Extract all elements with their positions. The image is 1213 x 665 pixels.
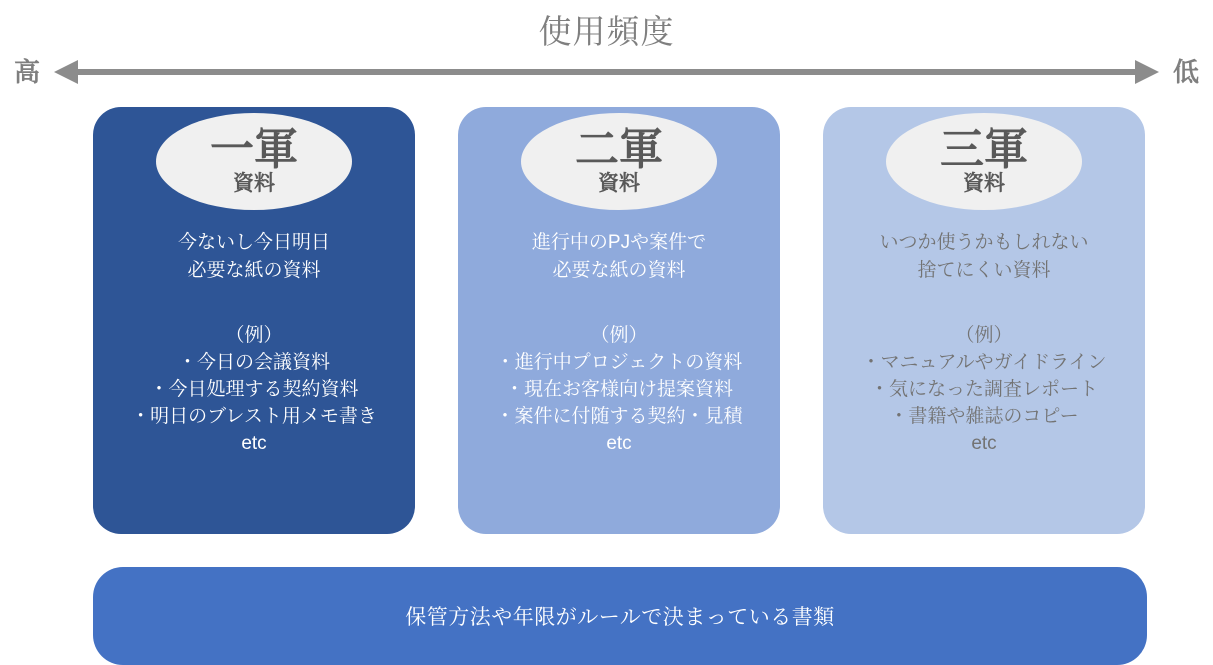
tier-2-rank-label: 二軍 xyxy=(575,124,663,174)
tier-cards-row xyxy=(0,107,1213,534)
axis-high-label: 高 xyxy=(14,57,41,87)
tier-2-description xyxy=(458,229,780,285)
tier-1-example-item: ・今日の会議資料 xyxy=(177,352,330,373)
tier-3-example-item: ・書籍や雑誌のコピー xyxy=(889,406,1079,427)
tier-2-example-header: （例） xyxy=(590,325,648,346)
tier-1-example-item: ・明日のブレスト用メモ書き xyxy=(131,406,377,427)
double-arrow xyxy=(54,60,1159,84)
rule-documents-bar xyxy=(93,567,1147,665)
tier-2-examples xyxy=(458,322,780,457)
tier-3-badge xyxy=(886,113,1082,210)
axis-low-label: 低 xyxy=(1172,57,1199,87)
tier-1-description xyxy=(93,229,415,285)
tier-3-examples xyxy=(823,322,1145,457)
tier-3-description xyxy=(823,229,1145,285)
card-tier-3 xyxy=(823,107,1145,534)
frequency-axis xyxy=(0,56,1213,88)
tier-1-badge-sub: 資料 xyxy=(233,171,275,195)
tier-1-examples xyxy=(93,322,415,457)
tier-2-description-line: 進行中のPJや案件で xyxy=(531,232,707,253)
rule-documents-bar-label: 保管方法や年限がルールで決まっている書類 xyxy=(405,606,835,629)
tier-3-etc-label: etc xyxy=(971,433,997,454)
card-tier-2 xyxy=(458,107,780,534)
tier-2-example-item: ・進行中プロジェクトの資料 xyxy=(495,352,743,373)
tier-1-description-line: 必要な紙の資料 xyxy=(187,260,321,281)
tier-3-example-header: （例） xyxy=(955,325,1013,346)
arrow-shaft xyxy=(78,69,1135,75)
tier-1-example-item: ・今日処理する契約資料 xyxy=(149,379,359,400)
tier-2-example-item: ・現在お客様向け提案資料 xyxy=(504,379,733,400)
tier-1-rank-label: 一軍 xyxy=(210,124,298,174)
tier-3-example-item: ・気になった調査レポート xyxy=(869,379,1098,400)
tier-2-description-line: 必要な紙の資料 xyxy=(552,260,686,281)
tier-3-description-line: いつか使うかもしれない xyxy=(879,232,1089,253)
diagram-title: 使用頻度 xyxy=(538,13,675,50)
tier-3-badge-sub: 資料 xyxy=(963,171,1005,195)
tier-2-example-item: ・案件に付随する契約・見積 xyxy=(495,406,743,427)
tier-1-example-header: （例） xyxy=(225,325,283,346)
tier-3-example-item: ・マニュアルやガイドライン xyxy=(861,352,1107,373)
tier-1-badge xyxy=(156,113,352,210)
card-tier-1 xyxy=(93,107,415,534)
tier-3-description-line: 捨てにくい資料 xyxy=(917,260,1051,281)
tier-2-badge-sub: 資料 xyxy=(598,171,640,195)
tier-2-etc-label: etc xyxy=(606,433,632,454)
usage-frequency-diagram xyxy=(0,6,1213,665)
tier-2-badge xyxy=(521,113,717,210)
arrowhead-left-icon xyxy=(54,60,78,84)
arrowhead-right-icon xyxy=(1135,60,1159,84)
tier-3-rank-label: 三軍 xyxy=(940,124,1028,174)
tier-1-etc-label: etc xyxy=(241,433,267,454)
tier-1-description-line: 今ないし今日明日 xyxy=(177,232,330,253)
